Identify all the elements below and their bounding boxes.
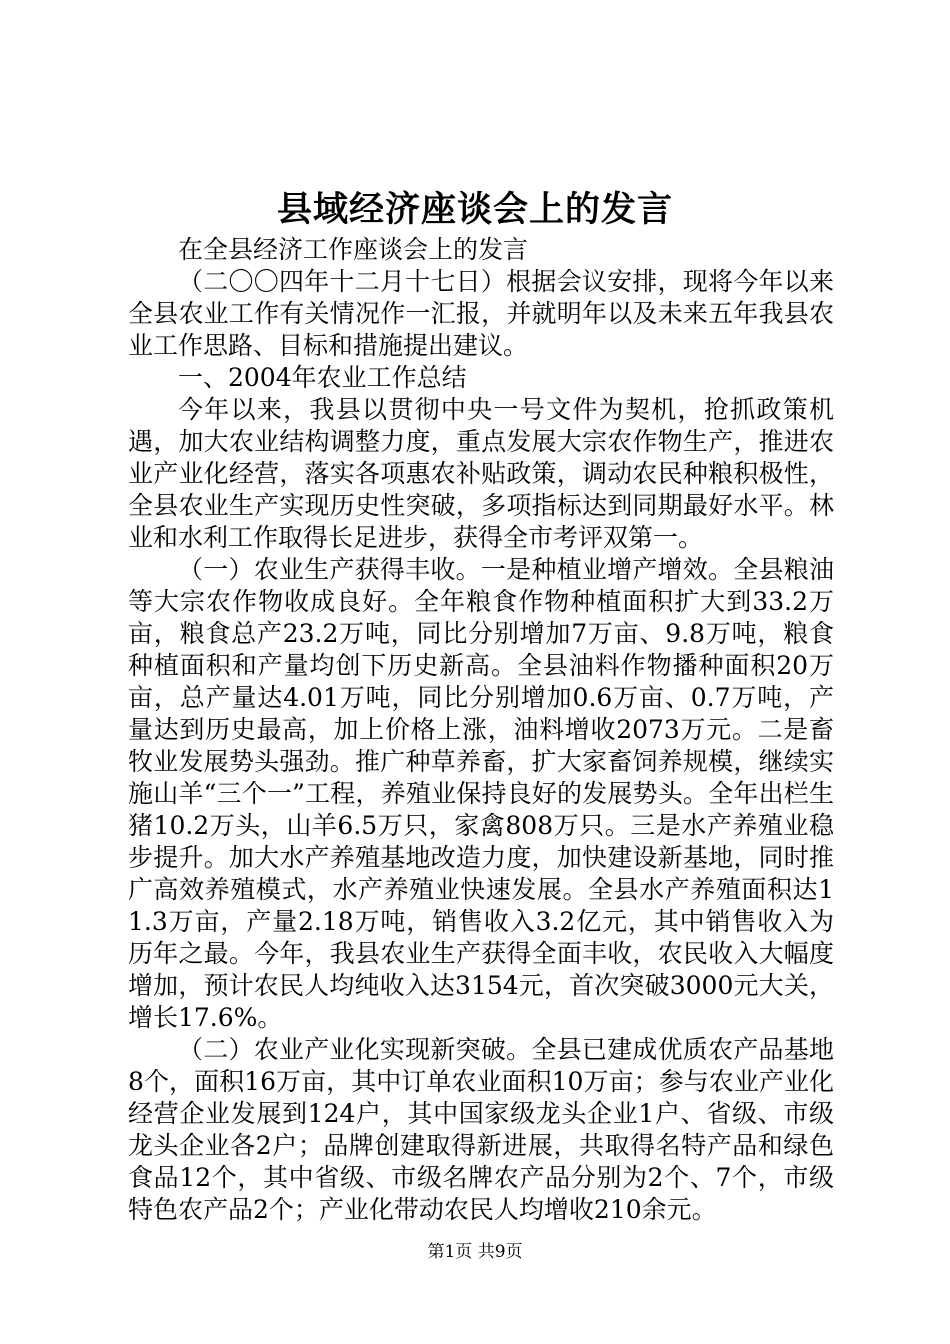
paragraph-industrialization: （二）农业产业化实现新突破。全县已建成优质农产品基地8个，面积16万亩，其中订单农业面积10万亩；参与农业产业化经营企业发展到124户，其中国家级龙头企业1户、省级、市级龙头企业各2户；品牌创建取得新进展，共取得名特产品和绿色食品12个，其中省级、市级名牌农产品分别为2个、7个，市级特色农产品2个；产业化带动农民人均增收210余元。 <box>128 1035 834 1224</box>
section-heading: 一、2004年农业工作总结 <box>178 363 467 392</box>
paragraph-harvest: （一）农业生产获得丰收。一是种植业增产增效。全县粮油等大宗农作物收成良好。全年粮食作物种植面积扩大到33.2万亩，粮食总产23.2万吨，同比分别增加7万亩、9.8万吨，粮食种植面积和产量均创下历史新高。全县油料作物播种面积20万亩，总产量达4.01万吨，同比分别增加0.6万亩、0.7万吨，产量达到历史最高，加上价格上涨，油料增收2073万元。二是畜牧业发展势头强劲。推广种草养畜，扩大家畜饲养规模，继续实施山羊“三个一”工程，养殖业保持良好的发展势头。全年出栏生猪10.2万头，山羊6.5万只，家禽808万只。三是水产养殖业稳步提升。加大水产养殖基地改造力度，加快建设新基地，同时推广高效养殖模式，水产养殖业快速发展。全县水产养殖面积达11.3万亩，产量2.18万吨，销售收入3.2亿元，其中销售收入为历年之最。今年，我县农业生产获得全面丰收，农民收入大幅度增加，预计农民人均纯收入达3154元，首次突破3000元大关，增长17.6%。 <box>128 555 834 1032</box>
page-footer: 第1页 共9页 <box>427 1242 523 1262</box>
document-body <box>128 234 834 1226</box>
paragraph-subtitle: 在全县经济工作座谈会上的发言 <box>178 235 529 264</box>
paragraph-intro: （二〇〇四年十二月十七日）根据会议安排，现将今年以来全县农业工作有关情况作一汇报，并就明年以及未来五年我县农业工作思路、目标和措施提出建议。 <box>128 267 834 360</box>
paragraph-summary: 今年以来，我县以贯彻中央一号文件为契机，抢抓政策机遇，加大农业结构调整力度，重点发展大宗农作物生产，推进农业产业化经营，落实各项惠农补贴政策，调动农民种粮积极性，全县农业生产实现历史性突破，多项指标达到同期最好水平。林业和水利工作取得长足进步，获得全市考评双第一。 <box>128 395 834 552</box>
document-title: 县域经济座谈会上的发言 <box>276 189 673 230</box>
